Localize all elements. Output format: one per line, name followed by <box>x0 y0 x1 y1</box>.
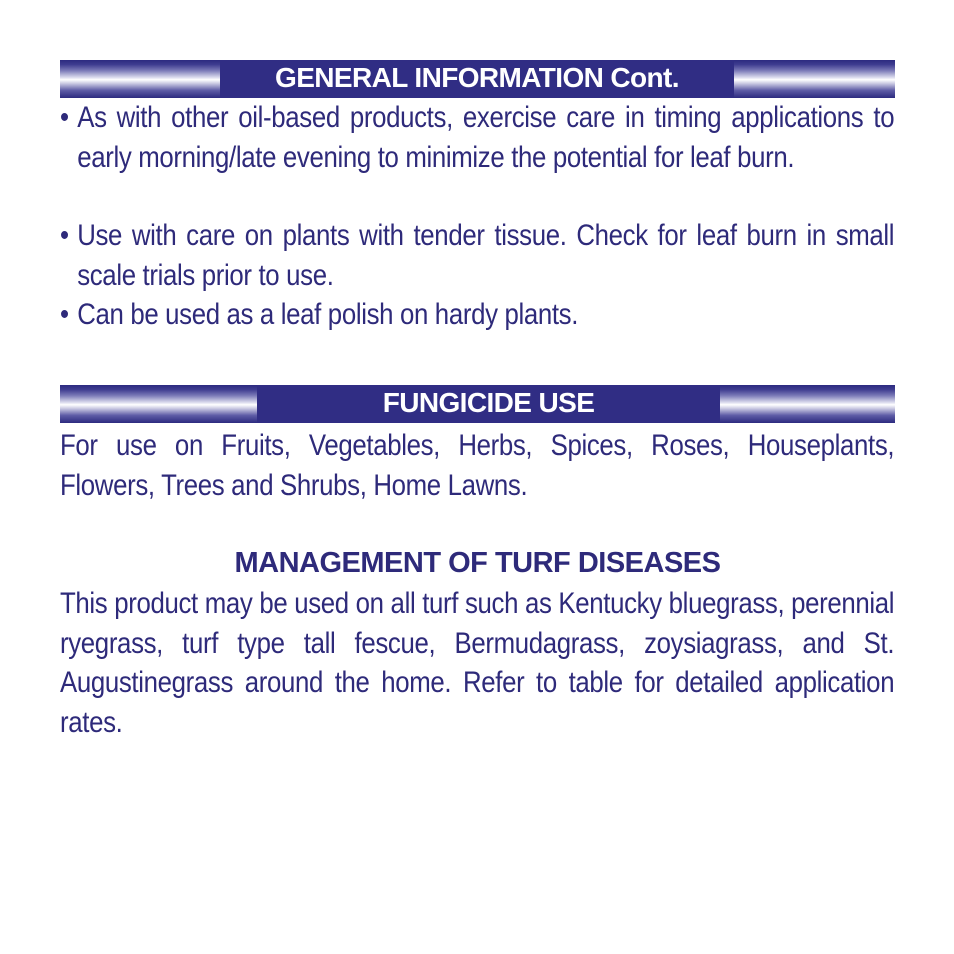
bullet-text-1: As with other oil-based products, exercise care in timing applications to early morning/late evening to minimize the potential for leaf burn. <box>77 101 895 174</box>
section-header-band-fungicide-use <box>60 385 895 423</box>
bullet-item-2 <box>60 216 894 295</box>
bullet-glyph: • <box>60 101 69 134</box>
section-title-fungicide-use: FUNGICIDE USE <box>257 385 720 423</box>
bullet-item-3 <box>60 295 894 335</box>
paragraph-fungicide-use: For use on Fruits, Vegetables, Herbs, Spices, Roses, Houseplants, Flowers, Trees and Shrubs, Home Lawns. <box>60 429 895 502</box>
heading-management-of-turf-diseases: MANAGEMENT OF TURF DISEASES <box>234 547 721 579</box>
bullet-glyph: • <box>60 298 69 331</box>
paragraph-turf-diseases: This product may be used on all turf such as Kentucky bluegrass, perennial ryegrass, turf type tall fescue, Bermudagrass, zoysiagrass, and St. Augustinegrass around the home. Refer to table for detailed application rates. <box>60 587 895 739</box>
bullet-item-1 <box>60 98 894 177</box>
section-title-general-information: GENERAL INFORMATION Cont. <box>220 60 734 98</box>
section-header-band-general-information <box>60 60 895 98</box>
bullet-glyph: • <box>60 219 69 252</box>
bullet-text-2: Use with care on plants with tender tissue. Check for leaf burn in small scale trials prior to use. <box>77 219 895 292</box>
bullet-text-3: Can be used as a leaf polish on hardy plants. <box>77 298 579 331</box>
